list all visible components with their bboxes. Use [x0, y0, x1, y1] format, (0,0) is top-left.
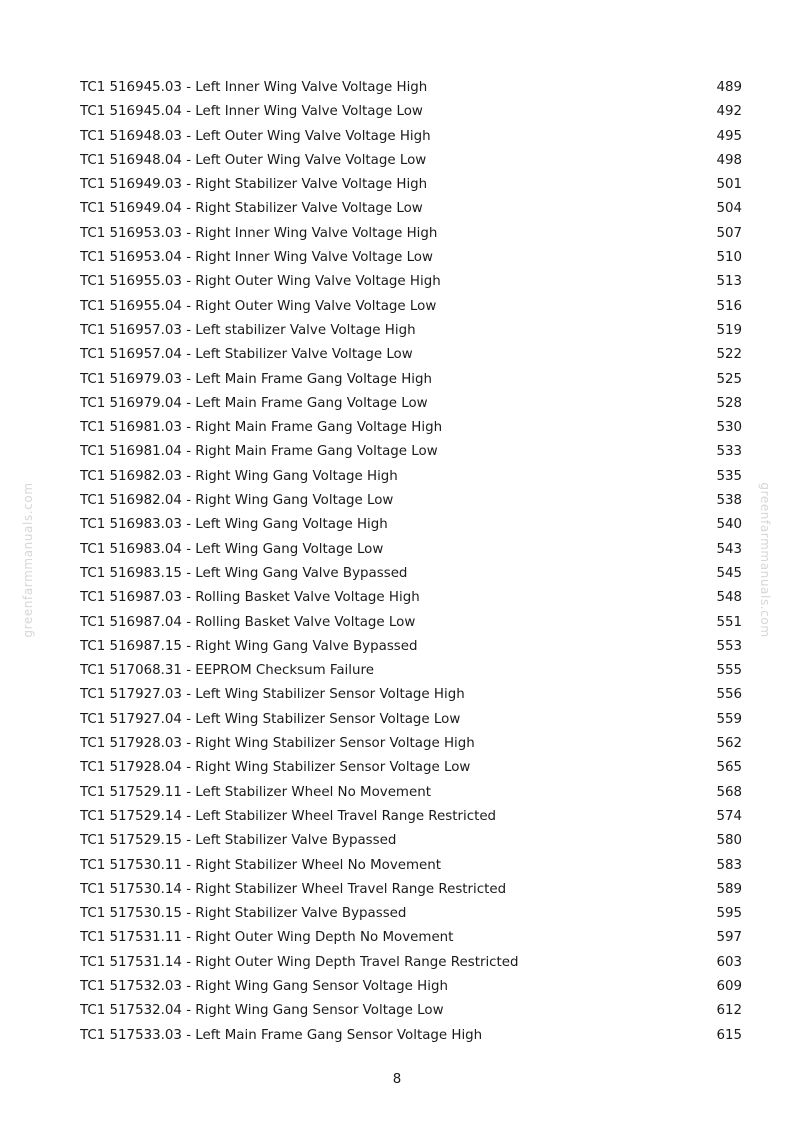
toc-entry-page: 530	[716, 420, 742, 436]
toc-entry-title[interactable]: TC1 516953.03 - Right Inner Wing Valve Voltage High	[80, 225, 438, 241]
toc-entry-page: 535	[716, 468, 742, 484]
toc-entry[interactable]	[80, 951, 742, 975]
toc-entry[interactable]	[80, 683, 742, 707]
toc-entry[interactable]	[80, 465, 742, 489]
toc-entry-title[interactable]: TC1 516948.04 - Left Outer Wing Valve Voltage Low	[80, 152, 427, 168]
toc-entry-title[interactable]: TC1 516981.03 - Right Main Frame Gang Voltage High	[80, 420, 443, 436]
toc-entry-title[interactable]: TC1 516987.03 - Rolling Basket Valve Voltage High	[80, 590, 420, 606]
toc-entry[interactable]	[80, 732, 742, 756]
toc-entry-page: 556	[716, 687, 742, 703]
toc-entry-page: 489	[716, 80, 742, 95]
toc-entry-page: 612	[716, 1003, 742, 1019]
toc-entry[interactable]	[80, 222, 742, 246]
toc-entry-title[interactable]: TC1 516983.04 - Left Wing Gang Voltage Low	[80, 541, 384, 557]
toc-entry[interactable]	[80, 975, 742, 999]
toc-entry-page: 548	[716, 590, 742, 606]
toc-entry-page: 538	[716, 493, 742, 509]
toc-entry-title[interactable]: TC1 517529.11 - Left Stabilizer Wheel No Movement	[80, 784, 431, 800]
toc-entry-title[interactable]: TC1 517530.14 - Right Stabilizer Wheel Travel Range Restricted	[80, 881, 507, 897]
toc-entry[interactable]	[80, 125, 742, 149]
toc-entry[interactable]	[80, 343, 742, 367]
toc-entry-page: 492	[716, 104, 742, 120]
toc-entry-title[interactable]: TC1 517068.31 - EEPROM Checksum Failure	[80, 663, 374, 679]
toc-entry-title[interactable]: TC1 516945.04 - Left Inner Wing Valve Voltage Low	[80, 104, 423, 120]
toc-entry[interactable]	[80, 999, 742, 1023]
toc-entry[interactable]	[80, 173, 742, 197]
toc-entry[interactable]	[80, 562, 742, 586]
toc-entry[interactable]	[80, 926, 742, 950]
toc-entry-page: 597	[716, 930, 742, 946]
toc-entry[interactable]	[80, 854, 742, 878]
toc-entry-title[interactable]: TC1 517928.03 - Right Wing Stabilizer Sensor Voltage High	[80, 736, 475, 752]
toc-entry[interactable]	[80, 781, 742, 805]
toc-entry-title[interactable]: TC1 516953.04 - Right Inner Wing Valve Voltage Low	[80, 250, 433, 266]
toc-entry-title[interactable]: TC1 517532.04 - Right Wing Gang Sensor Voltage Low	[80, 1003, 444, 1019]
toc-entry-title[interactable]: TC1 517531.11 - Right Outer Wing Depth No Movement	[80, 930, 454, 946]
toc-entry[interactable]	[80, 489, 742, 513]
toc-entry-title[interactable]: TC1 517531.14 - Right Outer Wing Depth Travel Range Restricted	[80, 954, 519, 970]
toc-entry-page: 501	[716, 177, 742, 193]
toc-entry-title[interactable]: TC1 517927.04 - Left Wing Stabilizer Sensor Voltage Low	[80, 711, 461, 727]
toc-entry-title[interactable]: TC1 516987.04 - Rolling Basket Valve Voltage Low	[80, 614, 416, 630]
toc-entry-page: 609	[716, 978, 742, 994]
toc-entry[interactable]	[80, 1024, 742, 1048]
toc-entry-title[interactable]: TC1 516983.15 - Left Wing Gang Valve Bypassed	[80, 565, 408, 581]
toc-entry-page: 510	[716, 250, 742, 266]
toc-entry-page: 504	[716, 201, 742, 217]
toc-entry-page: 525	[716, 371, 742, 387]
toc-entry[interactable]	[80, 708, 742, 732]
toc-entry-title[interactable]: TC1 516949.04 - Right Stabilizer Valve Voltage Low	[80, 201, 423, 217]
toc-entry-page: 565	[716, 760, 742, 776]
toc-entry-title[interactable]: TC1 516987.15 - Right Wing Gang Valve Bypassed	[80, 638, 418, 654]
toc-entry-title[interactable]: TC1 517530.11 - Right Stabilizer Wheel No Movement	[80, 857, 442, 873]
toc-entry-title[interactable]: TC1 516957.04 - Left Stabilizer Valve Voltage Low	[80, 347, 413, 363]
toc-entry-title[interactable]: TC1 516955.03 - Right Outer Wing Valve Voltage High	[80, 274, 441, 290]
toc-entry[interactable]	[80, 635, 742, 659]
toc-entry[interactable]	[80, 270, 742, 294]
toc-entry[interactable]	[80, 76, 742, 100]
toc-entry-page: 513	[716, 274, 742, 290]
toc-entry-page: 540	[716, 517, 742, 533]
toc-entry-page: 543	[716, 541, 742, 557]
table-of-contents	[80, 76, 742, 1048]
toc-entry[interactable]	[80, 829, 742, 853]
toc-entry-title[interactable]: TC1 516981.04 - Right Main Frame Gang Voltage Low	[80, 444, 438, 460]
toc-entry[interactable]	[80, 513, 742, 537]
watermark-left: greenfarmmanuals.com	[21, 482, 35, 638]
toc-entry[interactable]	[80, 756, 742, 780]
toc-entry-page: 495	[716, 128, 742, 144]
toc-entry-title[interactable]: TC1 516979.03 - Left Main Frame Gang Voltage High	[80, 371, 433, 387]
toc-entry[interactable]	[80, 611, 742, 635]
toc-entry-page: 522	[716, 347, 742, 363]
toc-entry-page: 595	[716, 906, 742, 922]
toc-entry[interactable]	[80, 902, 742, 926]
toc-entry-title[interactable]: TC1 516949.03 - Right Stabilizer Valve Voltage High	[80, 177, 428, 193]
toc-entry-title[interactable]: TC1 517927.03 - Left Wing Stabilizer Sensor Voltage High	[80, 687, 465, 703]
toc-entry-page: 580	[716, 833, 742, 849]
toc-entry-page: 516	[716, 298, 742, 314]
toc-entry-page: 589	[716, 881, 742, 897]
toc-entry-title[interactable]: TC1 517533.03 - Left Main Frame Gang Sensor Voltage High	[80, 1027, 483, 1043]
toc-entry[interactable]	[80, 878, 742, 902]
toc-entry-page: 528	[716, 395, 742, 411]
toc-entry[interactable]	[80, 295, 742, 319]
page-number: 8	[392, 1072, 402, 1087]
toc-entry-page: 507	[716, 225, 742, 241]
toc-entry[interactable]	[80, 319, 742, 343]
toc-entry-title[interactable]: TC1 517529.15 - Left Stabilizer Valve Bypassed	[80, 833, 397, 849]
toc-entry-page: 603	[716, 954, 742, 970]
toc-entry[interactable]	[80, 416, 742, 440]
toc-entry-page: 533	[716, 444, 742, 460]
toc-entry-title[interactable]: TC1 517532.03 - Right Wing Gang Sensor Voltage High	[80, 978, 448, 994]
toc-entry-title[interactable]: TC1 516945.03 - Left Inner Wing Valve Voltage High	[80, 80, 428, 95]
toc-entry-page: 583	[716, 857, 742, 873]
toc-entry-title[interactable]: TC1 516948.03 - Left Outer Wing Valve Voltage High	[80, 128, 431, 144]
toc-entry[interactable]	[80, 100, 742, 124]
toc-entry[interactable]	[80, 197, 742, 221]
toc-entry-title[interactable]: TC1 516957.03 - Left stabilizer Valve Voltage High	[80, 322, 416, 338]
toc-entry[interactable]	[80, 805, 742, 829]
toc-entry[interactable]	[80, 368, 742, 392]
watermark-right: greenfarmmanuals.com	[758, 482, 772, 638]
toc-entry[interactable]	[80, 586, 742, 610]
toc-entry[interactable]	[80, 246, 742, 270]
toc-entry[interactable]	[80, 659, 742, 683]
toc-entry-title[interactable]: TC1 516982.04 - Right Wing Gang Voltage Low	[80, 493, 394, 509]
toc-entry-title[interactable]: TC1 516982.03 - Right Wing Gang Voltage High	[80, 468, 398, 484]
toc-entry[interactable]	[80, 149, 742, 173]
toc-entry-page: 574	[716, 808, 742, 824]
toc-entry-page: 545	[716, 565, 742, 581]
toc-entry-title[interactable]: TC1 517529.14 - Left Stabilizer Wheel Travel Range Restricted	[80, 808, 497, 824]
toc-entry-page: 562	[716, 736, 742, 752]
toc-entry-title[interactable]: TC1 516983.03 - Left Wing Gang Voltage High	[80, 517, 388, 533]
toc-entry-page: 615	[716, 1027, 742, 1043]
toc-entry-title[interactable]: TC1 517530.15 - Right Stabilizer Valve Bypassed	[80, 906, 407, 922]
toc-entry-page: 555	[716, 663, 742, 679]
toc-entry-title[interactable]: TC1 516979.04 - Left Main Frame Gang Voltage Low	[80, 395, 428, 411]
toc-entry-title[interactable]: TC1 517928.04 - Right Wing Stabilizer Sensor Voltage Low	[80, 760, 471, 776]
toc-entry-page: 559	[716, 711, 742, 727]
toc-entry-page: 498	[716, 152, 742, 168]
toc-entry[interactable]	[80, 538, 742, 562]
toc-entry[interactable]	[80, 392, 742, 416]
toc-entry[interactable]	[80, 440, 742, 464]
toc-entry-page: 553	[716, 638, 742, 654]
toc-entry-page: 519	[716, 322, 742, 338]
toc-entry-page: 568	[716, 784, 742, 800]
toc-entry-title[interactable]: TC1 516955.04 - Right Outer Wing Valve Voltage Low	[80, 298, 437, 314]
toc-entry-page: 551	[716, 614, 742, 630]
